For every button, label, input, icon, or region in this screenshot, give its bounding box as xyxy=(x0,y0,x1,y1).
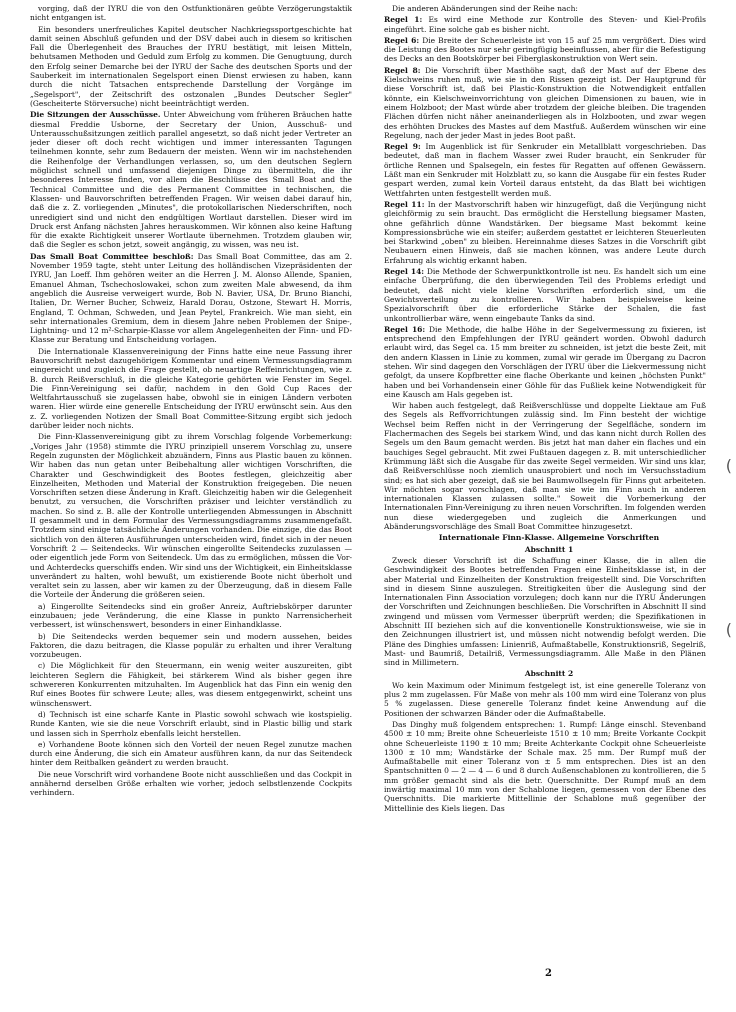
paragraph-text: Die Internationale Klassenvereinigung der Finns hatte eine neue Fassung ihrer Bauvorschrift nebst dazugehörigem Kommentar und einem Vermessungsdiagramm eingereicht und zugleich die Frage gestellt, ob neuartige Reffeinrichtungen, wie z. B. durch Reißverschluß, in die gleiche Kategorie gehörten wie Fenster im Segel. Die Finn-Vereinigung sei dafür, nachdem in den Gold Cup Races der Weltfahrtausschuß sie zugelassen habe, obwohl sie in einigen Ländern verboten waren. Hier würde eine generelle Entscheidung der IYRU erwünscht sein. Aus den z. Z. vorliegenden Notizen der Small Boat Committee-Sitzung ergibt sich jedoch darüber leider noch nichts. xyxy=(30,346,352,431)
paragraph xyxy=(30,710,352,738)
paragraph-text: In der Mastvorschrift haben wir hinzugefügt, daß die Verjüngung nicht gleichförmig zu sein braucht. Das ermöglicht die Herstellung biegsamer Masten, ohne gefährlich dünne Wandstärken. Der biegsame Mast bekommt keine Kompressionsbrüche wie ein steifer; außerdem gestattet er leichteren Steuerleuten bei Starkwind „oben" zu bleiben. Hereinnahme dieses Satzes in die Vorschrift gibt Neubauern einen Hinweis, daß sie machen können, was andere Leute durch Erfahrung als wichtig erkannt haben. xyxy=(384,199,706,265)
paragraph-text: Die Breite der Scheuerleiste ist von 15 auf 25 mm vergrößert. Dies wird die Leistung des Bootes nur sehr geringfügig beeinflussen, aber für die Befestigung des Decks an den Bootskörper bei Fiberglaskonstruktion von Wert sein. xyxy=(384,35,706,64)
paragraph xyxy=(384,267,706,323)
margin-bracket-mark: ( xyxy=(725,620,732,639)
paragraph-heading: Regel 16: xyxy=(384,324,426,334)
paragraph-text: Das Dinghy muß folgendem entsprechen: 1. Rumpf: Länge einschl. Stevenband 4500 ± 10 mm; Breite ohne Scheuerleiste 1510 ± 10 mm; Breite Vorkante Cockpit ohne Scheuerleiste 1190 ± 10 mm; Breite Achterkante Cockpit ohne Scheuerleiste 1300 ± 10 mm; Wandstärke der Schale max. 25 mm. Der Rumpf muß der Aufmaßtabelle mit einer Toleranz von ± 5 mm entsprechen. Dies ist an den Spantschnitten 0 — 2 — 4 — 6 und 8 durch Außenschablonen zu kontrollieren, die 5 mm größer gemacht sind als die betr. Querschnitte. Der Rumpf muß an dem inwärtig maximal 10 mm von der Schablone liegen, gemessen von der Ebene des Querschnitts. Die markierte Mittellinie der Schablone muß gegenüber der Mittellinie des Kiels liegen. Das xyxy=(384,719,706,813)
paragraph-text: Zweck dieser Vorschrift ist die Schaffung einer Klasse, die in allen die Geschwindigkeit des Bootes betreffenden Fragen eine Einheitsklasse ist, in der aber Material und Einzelheiten der Konstruktion freigestellt sind. Die Vorschriften sind in diesem Sinne auszulegen. Streitigkeiten über die Auslegung sind der Internationalen Finn Association vorzulegen; doch kann nur die IYRU Änderungen der Vorschriften und Zeichnungen beschließen. Die Vorschriften in Abschnitt II sind zwingend und müssen vom Vermesser überprüft werden; die Spezifikationen in Abschnitt III beziehen sich auf die konventionelle Konstruktionsweise, wie sie in den Zeichnungen illustriert ist, und müssen nicht notwendig befolgt werden. Die Pläne des Dinghies umfassen: Linienriß, Aufmaßtabelle, Konstruktionsriß, Segelriß, Mast- und Baumriß, Detailriß, Vermessungsdiagramm. Alle Maße in den Plänen sind in Millimetern. xyxy=(384,555,706,668)
paragraph-text: Die anderen Abänderungen sind der Reihe nach: xyxy=(392,4,578,13)
paragraph-text: Wir haben auch festgelegt, daß Reißverschlüsse und doppelte Liektaue am Fuß des Segels als Reffvorrichtungen zulässig sind. Im Finn besteht der wichtige Wechsel beim Reffen nicht in der Verringerung der Segelfläche, sondern im Flachermachen des Segels bei starkem Wind, und das kann nicht durch Rollen des Segels um den Baum gemacht werden. Bis jetzt hat man daher ein flaches und ein bauchiges Segel gebraucht. Mit zwei Fußtauen dagegen z. B. mit unterschiedlicher Krümmung läßt sich die Ausgabe für das zweite Segel vermeiden. Wir sind uns klar, daß Reißverschlüsse noch ziemlich unausprobiert und noch im Versuchsstadium sind; es hat sich aber gezeigt, daß sie bei Baumwollsegeln für Finns gut arbeiteten. Wir möchten sogar vorschlagen, daß man sie wie im Finn auch in anderen internationalen Klassen zulassen sollte." Soweit die Vorbemerkung der Internationalen Finn-Vereinigung zu ihren neuen Vorschriften. Im folgenden werden nun diese wiedergegeben und zugleich die Anmerkungen und Abänderungsvorschläge des Small Boat Committee hinzugesetzt. xyxy=(384,401,706,532)
paragraph-text: Es wird eine Methode zur Kontrolle des Steven- und Kiel-Profils eingeführt. Eine solche gab es bisher nicht. xyxy=(384,15,706,34)
paragraph xyxy=(384,142,706,198)
paragraph xyxy=(384,720,706,813)
paragraph-heading: Regel 14: xyxy=(384,267,425,277)
paragraph xyxy=(30,110,352,249)
paragraph-heading: Regel 11: xyxy=(384,199,425,209)
paragraph xyxy=(384,325,706,399)
paragraph xyxy=(30,740,352,768)
paragraph-text: Ein besonders unerfreuliches Kapitel deutscher Nachkriegssportgeschichte hat damit seinen Abschluß gefunden und der DSV dabei auch in diesem so kritischen Fall die Überlegenheit des Brauches der IYRU bestätigt, mit leisen Mitteln, behutsamen Methoden und Geduld zum Erfolg zu kommen. Die Genugtuung, durch den Erfolg seiner Demarche bei der IYRU der Sache des deutschen Sports und der Sauberkeit im internationalen Segelsport einen Dienst erwiesen zu haben, kann durch die nicht Tatsachen entsprechende Darstellung der Vorgänge im „Segelsport", der Zeitschrift des ostzonalen „Bundes Deutscher Segler" (Gescheiterte Störversuche) nicht beeinträchtigt werden. xyxy=(30,24,352,108)
paragraph xyxy=(30,632,352,660)
paragraph xyxy=(384,681,706,718)
paragraph xyxy=(30,252,352,345)
paragraph-heading: Regel 6: xyxy=(384,35,420,45)
paragraph xyxy=(30,4,352,23)
paragraph xyxy=(384,15,706,34)
paragraph-text: Die neue Vorschrift wird vorhandene Boote nicht ausschließen und das Cockpit in annähernd derselben Größe erhalten wie vorher, jedoch selbstlenzende Cockpits verhindern. xyxy=(30,769,352,798)
paragraph xyxy=(384,556,706,668)
paragraph-text: c) Die Möglichkeit für den Steuermann, ein wenig weiter auszureiten, gibt leichteren Seglern die Fähigkeit, bei stärkerem Wind als bisher gegen ihre schwereren Konkurrenten mitzuhalten. Im Augenblick hat das Finn ein wenig den Ruf eines Bootes für schwere Leute; alles, was diesem entgegenwirkt, scheint uns wünschenswert. xyxy=(30,661,352,708)
paragraph-text: Im Augenblick ist für Senkruder ein Metallblatt vorgeschrieben. Das bedeutet, daß man in flachem Wasser zwei Ruder braucht, ein Senkruder für örtliche Rennen und Spalsegeln, ein festes für Regatten auf offenen Gewässern. Läßt man ein Senkruder mit Holzblatt zu, so kann die Ausgabe für ein festes Ruder gespart werden, zumal kein Vorteil daraus entsteht, da das Blatt bei wichtigen Wettfahrten unten festgestellt werden muß. xyxy=(384,142,706,198)
paragraph-text: a) Eingerollte Seitendecks sind ein großer Anreiz, Auftriebskörper darunter einzubauen; jede Veränderung, die eine Klasse in punkto Narrensicherheit verbessert, ist wünschenswert, besonders in einer Einhandklasse. xyxy=(30,601,352,630)
left-column xyxy=(30,4,352,989)
paragraph xyxy=(384,401,706,531)
right-column xyxy=(384,4,706,964)
paragraph-heading: Regel 1: xyxy=(384,15,423,25)
paragraph xyxy=(30,602,352,630)
paragraph-heading: Regel 8: xyxy=(384,65,421,75)
paragraph-heading: Die Sitzungen der Ausschüsse. xyxy=(30,110,161,120)
margin-bracket-mark: ( xyxy=(725,456,732,475)
paragraph-text: Die Methode, die halbe Höhe in der Segelvermessung zu fixieren, ist entsprechend den Empfehlungen der IYRU geändert worden. Obwohl dadurch erlaubt wird, das Segel ca. 15 mm breiter zu schneiden, ist jetzt die beste Zeit, mit den andern Klassen in Linie zu kommen, zumal wir gerade im Übergang zu Dacron stehen. Wir sind dagegen den Vorschlägen der IYRU über die Liekvermessung nicht gefolgt, da unsere Kopfbretter eine flache Oberkante und keinen „höchsten Punkt" haben und bei Vorhandensein einer Göhle für das Fußliek keine Notwendigkeit für eine Kausch am Hals gegeben ist. xyxy=(384,324,706,399)
paragraph-text: Die Finn-Klassenvereinigung gibt zu ihrem Vorschlag folgende Vorbemerkung: „Voriges Jahr (1958) stimmte die IYRU prinzipiell unserem Vorschlag zu, unsere Regeln zugunsten der Möglichkeit abzuändern, Finns aus Plastic bauen zu können. Wir haben das nun getan unter Beibehaltung aller wichtigen Vorschriften, die Charakter und Geschwindigkeit des Bootes festlegen, gleichzeitig aber Einzelheiten, Methoden und Material der Konstruktion freigegeben. Die neuen Vorschriften setzen diese Änderung in Kraft. Gleichzeitig haben wir die Gelegenheit benutzt, zu versuchen, die Vorschriften präziser und leichter verständlich zu machen. So sind z. B. alle der Kontrolle unterliegenden Abmessungen in Abschnitt II gesammelt und in dem Formular des Vermessungsdiagramms zusammengefaßt. Trotzdem sind einige tatsächliche Änderungen vorhanden. Die einzige, die das Boot sichtlich von den älteren Ausführungen unterscheiden wird, findet sich in der neuen Vorschrift 2 — Seitendecks. Wir wünschen eingerollte Seitendecks zuzulassen — oder eigentlich jede Form von Seitendeck. Um das zu ermöglichen, müssen die Vor- und Achterdecks querschiffs enden. Wir sind uns der Wichtigkeit, ein Einheitsklasse unverändert zu halten, wohl bewußt, um existierende Boote nicht überholt und veraltet sein zu lassen, aber wir kamen zu der Überzeugung, daß in diesem Falle die Vorteile der Änderung die größeren seien. xyxy=(30,432,352,600)
section-heading: Internationale Finn-Klasse. Allgemeine Vorschriften xyxy=(438,533,660,543)
paragraph-heading: Regel 9: xyxy=(384,142,421,152)
paragraph-heading: Das Small Boat Committee beschloß: xyxy=(30,251,194,261)
paragraph xyxy=(30,661,352,707)
paragraph xyxy=(30,770,352,798)
section-heading: Abschnitt 2 xyxy=(524,669,574,679)
paragraph-text: Wo kein Maximum oder Minimum festgelegt ist, ist eine generelle Toleranz von plus 2 mm zugelassen. Für Maße von mehr als 100 mm wird eine Toleranz von plus 5 % zugelassen. Diese generelle Toleranz findet keine Anwendung auf die Positionen der schwarzen Bänder oder die Aufmaßtabelle. xyxy=(384,680,706,718)
paragraph-text: d) Technisch ist eine scharfe Kante in Plastic sowohl schwach wie kostspielig. Runde Kanten, wie sie die neue Vorschrift erlaubt, sind in Plastic billig und stark und lassen sich in Sperrholz ebenfalls leicht herstellen. xyxy=(30,709,352,738)
paragraph-text: b) Die Seitendecks werden bequemer sein und modern aussehen, beides Faktoren, die dazu beitragen, die Klasse populär zu erhalten und ihrer Veraltung vorzubeugen. xyxy=(30,631,352,660)
paragraph xyxy=(384,200,706,265)
paragraph xyxy=(30,432,352,599)
paragraph xyxy=(30,347,352,431)
paragraph xyxy=(30,25,352,109)
paragraph xyxy=(384,66,706,140)
paragraph xyxy=(384,4,706,13)
section-heading: Abschnitt 1 xyxy=(524,544,574,554)
paragraph-text: Unter Abweichung vom früheren Bräuchen hatte diesmal Freddie Usborne, der Secretary der Union, Ausschuß- und Unterausschußsitzungen zeitlich parallel angesetzt, so daß nicht jeder Vertreter an jeder dieser oft doch recht wichtigen und immer interessanten Tagungen teilnehmen konnte, sehr zum Bedauern der meisten. Wenn wir im nachstehenden die Reihenfolge der Verhandlungen verlassen, so, um den deutschen Seglern möglichst schnell und umfassend diejenigen Dinge zu übermitteln, die ihr besonderes Interesse finden, vor allem die Beschlüsse des Small Boat and the Technical Committee und die des Permanent Committee in technischen, die Klassen- und Bauvorschriften betreffenden Fragen. Wir weisen dabei darauf hin, daß die z. Z. vorliegenden „Minutes", die protokollarischen Niederschriften, noch unredigiert sind und nicht den endgültigen Wortlaut darstellen. Dieser wird im Druck erst Anfang nächsten Jahres herauskommen. Wir können also keine Haftung für die exakte Richtigkeit unserer Wortlaute übernehmen. Trotzdem glauben wir, daß die Segler es schon jetzt, soweit angängig, zu wissen, was neu ist. xyxy=(30,110,352,250)
paragraph-text: Das Small Boat Committee, das am 2. November 1959 tagte, steht unter Leitung des holländischen Vizepräsidenten der IYRU, Jan Loeff. Ihm gehören weiter an die Herren J. M. Alonso Allende, Spanien, Emanuel Ahman, Tschechoslowakei, schon zum zweiten Male abwesend, da ihm angeblich die Ausreise verweigert wurde, Bob N. Bavier, USA, Dr. Bruno Bianchi, Italien, Dr. Werner Bucher, Schweiz, Harald Dorau, Ostzone, Stewart H. Morris, England, T. Ochman, Schweden, und Jean Peytel, Frankreich. Wie man sieht, ein sehr internationales Gremium, dem in diesem Jahre neben Problemen der Snipe-, Lightning- und 12 m²-Scharpie-Klasse vor allem Angelegenheiten der Finn- und FD-Klasse zur Beratung und Entscheidung vorlagen. xyxy=(30,251,352,345)
paragraph-text: vorging, daß der IYRU die von den Ostfunktionären geübte Verzögerungstaktik nicht entgangen ist. xyxy=(30,4,352,23)
paragraph-text: Die Vorschrift über Masthöhe sagt, daß der Mast auf der Ebene des Kielschweins ruhen muß, wie sie in den Rissen gezeigt ist. Der Hauptgrund für diese Vorschrift ist, daß bei Plastic-Konstruktion die Notwendigkeit entfallen könnte, ein Kielschweinvorrichtung von gleichen Dimensionen zu bauen, wie in einem Holzboot; der Mast würde aber trotzdem der gleiche bleiben. Die tragenden Flächen dürfen nicht näher aneinanderliegen als in Holzbooten, und zwar wegen des erhöhten Druckes des Mastes auf dem Mastfuß. Außerdem wünschen wir eine Regelung, nach der jeder Mast in jedes Boot paßt. xyxy=(384,65,706,140)
page-number: 2 xyxy=(545,968,552,979)
paragraph xyxy=(384,36,706,64)
paragraph-text: Die Methode der Schwerpunktkontrolle ist neu. Es handelt sich um eine einfache Überprüfung, die den überwiegenden Teil des Problems erledigt und bedeutet, daß nicht viele kleine Vorschriften erforderlich sind, um die Gewichtsverteilung zu kontrollieren. Wir haben beispielsweise keine Spezialvorschrift über die erforderliche Stärke der Schalen, die fast unkontrollierbar wäre, wenn eingebaute Tanks da sind. xyxy=(384,267,706,323)
paragraph-text: e) Vorhandene Boote können sich den Vorteil der neuen Regel zunutze machen durch eine Änderung, die sich ein Amateur ausführen kann, da nur das Seitendeck hinter dem Reitbalken geändert zu werden braucht. xyxy=(30,739,352,768)
